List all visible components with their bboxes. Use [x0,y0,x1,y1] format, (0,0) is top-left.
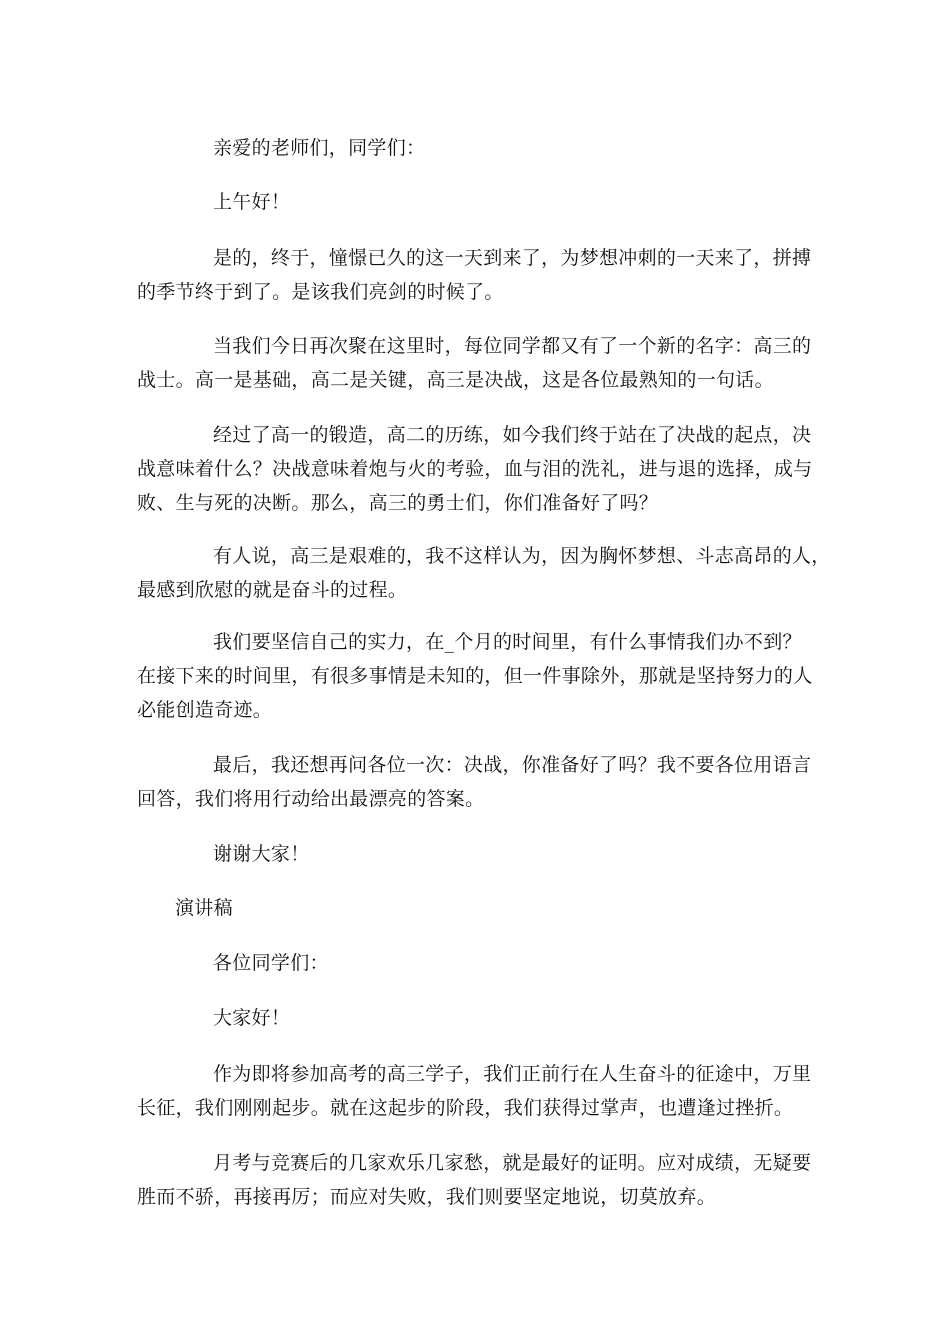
greeting-hello-everyone: 大家好！ [213,1007,291,1029]
paragraph-decisive-battle: 经过了高一的锻造，高二的历练，如今我们终于站在了决战的起点，决 战意味着什么？决战意味着炮与火的考验，血与泪的洗礼，进与退的选择，成与 败、生与死的决断。那么，高三的勇士们，你们准备好了吗？ [137,424,813,514]
paragraph-final-question: 最后，我还想再问各位一次：决战，你准备好了吗？我不要各位用语言 回答，我们将用行动给出最漂亮的答案。 [137,754,812,810]
section-title: 演讲稿 [175,897,233,919]
greeting-good-morning: 上午好！ [213,191,291,213]
greeting-classmates: 各位同学们： [213,952,329,974]
greeting-teachers-students: 亲爱的老师们，同学们： [213,137,426,159]
paragraph-believe-strength: 我们要坚信自己的实力，在_个月的时间里，有什么事情我们办不到？ 在接下来的时间里，有很多事情是未知的，但一件事除外，那就是坚持努力的人 必能创造奇迹。 [137,631,813,721]
paragraph-senior-year-hard: 有人说，高三是艰难的，我不这样认为，因为胸怀梦想、斗志高昂的人， 最感到欣慰的就是奋斗的过程。 [137,545,831,601]
paragraph-finally-the-day: 是的，终于，憧憬已久的这一天到来了，为梦想冲刺的一天来了，拼搏 的季节终于到了。是该我们亮剑的时候了。 [137,247,812,303]
closing-thanks: 谢谢大家！ [213,843,310,865]
paragraph-monthly-exams: 月考与竞赛后的几家欢乐几家愁，就是最好的证明。应对成绩，无疑要 胜而不骄，再接再厉；而应对失败，我们则要坚定地说，切莫放弃。 [137,1152,812,1208]
paragraph-long-march: 作为即将参加高考的高三学子，我们正前行在人生奋斗的征途中，万里 长征，我们刚刚起步。就在这起步的阶段，我们获得过掌声，也遭逢过挫折。 [137,1063,812,1119]
paragraph-new-name: 当我们今日再次聚在这里时，每位同学都又有了一个新的名字：高三的 战士。高一是基础，高二是关键，高三是决战，这是各位最熟知的一句话。 [137,335,812,391]
